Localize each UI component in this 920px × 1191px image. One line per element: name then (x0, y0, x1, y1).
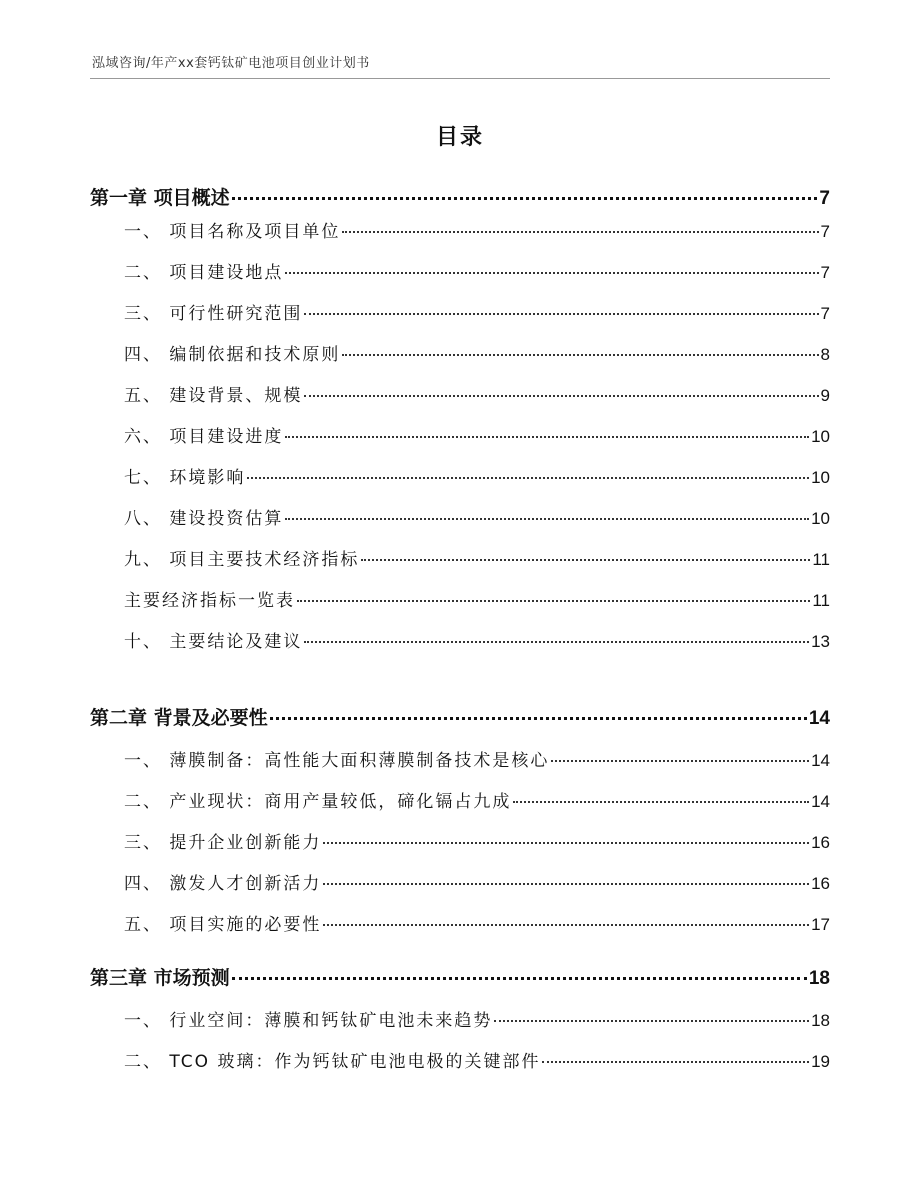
toc-entry-page-number: 7 (820, 304, 830, 323)
toc-entry-page-number: 7 (819, 188, 830, 209)
toc-dot-leader (270, 717, 807, 720)
toc-section-entry[interactable] (90, 217, 830, 242)
toc-entry-page-number: 10 (811, 468, 830, 487)
toc-entry-page-number: 14 (811, 792, 830, 811)
toc-entry-label: 一、 行业空间：薄膜和钙钛矿电池未来趋势 (124, 1011, 493, 1031)
toc-section-entry[interactable] (90, 340, 830, 365)
toc-entry-label: 十、 主要结论及建议 (124, 632, 303, 652)
toc-dot-leader (304, 313, 818, 315)
toc-section-entry[interactable] (90, 1006, 830, 1031)
toc-entry-page-number: 16 (811, 833, 830, 852)
toc-section-entry[interactable] (90, 381, 830, 406)
toc-dot-leader (542, 1061, 809, 1063)
toc-entry-page-number: 11 (812, 591, 830, 610)
toc-entry-label: 三、 可行性研究范围 (124, 304, 303, 324)
toc-dot-leader (297, 600, 810, 602)
toc-section-entry[interactable] (90, 586, 830, 611)
toc-entry-label: 四、 激发人才创新活力 (124, 874, 322, 894)
toc-entry-page-number: 17 (811, 915, 830, 934)
header-divider (90, 78, 830, 79)
toc-entry-page-number: 7 (820, 263, 830, 282)
toc-entry-label: 五、 项目实施的必要性 (124, 915, 322, 935)
toc-entry-label: 二、 项目建设地点 (124, 263, 284, 283)
toc-dot-leader (232, 197, 818, 200)
toc-entry-page-number: 7 (820, 222, 830, 241)
toc-entry-label: 第二章 背景及必要性 (90, 707, 268, 729)
toc-dot-leader (323, 883, 809, 885)
toc-dot-leader (304, 641, 809, 643)
toc-chapter-entry[interactable] (90, 963, 830, 990)
toc-entry-page-number: 18 (811, 1011, 830, 1030)
toc-entry-page-number: 13 (811, 632, 830, 651)
toc-entry-label: 一、 项目名称及项目单位 (124, 222, 341, 242)
toc-section-entry[interactable] (90, 627, 830, 652)
toc-dot-leader (285, 272, 818, 274)
toc-entry-label: 八、 建设投资估算 (124, 509, 284, 529)
toc-dot-leader (513, 801, 809, 803)
toc-section-entry[interactable] (90, 828, 830, 853)
toc-entry-label: 二、 TCO 玻璃：作为钙钛矿电池电极的关键部件 (124, 1052, 541, 1072)
toc-entry-page-number: 11 (812, 550, 830, 569)
toc-entry-label: 七、 环境影响 (124, 468, 246, 488)
toc-section-entry[interactable] (90, 463, 830, 488)
toc-section-entry[interactable] (90, 299, 830, 324)
toc-entry-label: 第三章 市场预测 (90, 967, 230, 989)
toc-section-entry[interactable] (90, 504, 830, 529)
toc-dot-leader (304, 395, 818, 397)
toc-entry-label: 五、 建设背景、规模 (124, 386, 303, 406)
toc-dot-leader (323, 924, 809, 926)
toc-entry-label: 六、 项目建设进度 (124, 427, 284, 447)
toc-entry-label: 二、 产业现状：商用产量较低，碲化镉占九成 (124, 792, 512, 812)
running-header: 泓域咨询/年产xx套钙钛矿电池项目创业计划书 (92, 56, 370, 71)
toc-dot-leader (342, 231, 818, 233)
toc-entry-label: 第一章 项目概述 (90, 187, 230, 209)
toc-title: 目录 (435, 125, 484, 150)
toc-entry-page-number: 18 (808, 968, 830, 989)
toc-section-entry[interactable] (90, 869, 830, 894)
toc-entry-label: 三、 提升企业创新能力 (124, 833, 322, 853)
toc-section-entry[interactable] (90, 258, 830, 283)
toc-chapter-entry[interactable] (90, 183, 830, 210)
toc-dot-leader (342, 354, 818, 356)
toc-chapter-entry[interactable] (90, 703, 830, 730)
toc-section-entry[interactable] (90, 746, 830, 771)
toc-entry-page-number: 10 (811, 509, 830, 528)
toc-entry-page-number: 14 (811, 751, 830, 770)
toc-dot-leader (323, 842, 809, 844)
toc-entry-page-number: 8 (820, 345, 830, 364)
toc-entry-page-number: 19 (811, 1052, 830, 1071)
toc-section-entry[interactable] (90, 545, 830, 570)
toc-entry-page-number: 14 (808, 708, 830, 729)
toc-section-entry[interactable] (90, 1047, 830, 1072)
toc-entry-page-number: 9 (820, 386, 830, 405)
toc-dot-leader (232, 977, 807, 980)
toc-section-entry[interactable] (90, 910, 830, 935)
toc-dot-leader (285, 518, 809, 520)
toc-dot-leader (361, 559, 810, 561)
toc-entry-page-number: 10 (811, 427, 830, 446)
toc-entry-label: 九、 项目主要技术经济指标 (124, 550, 360, 570)
toc-dot-leader (247, 477, 809, 479)
toc-entry-label: 一、 薄膜制备：高性能大面积薄膜制备技术是核心 (124, 751, 550, 771)
toc-section-entry[interactable] (90, 422, 830, 447)
toc-dot-leader (551, 760, 809, 762)
toc-section-entry[interactable] (90, 787, 830, 812)
toc-entry-page-number: 16 (811, 874, 830, 893)
toc-entry-label: 主要经济指标一览表 (124, 591, 295, 611)
toc-dot-leader (494, 1020, 809, 1022)
toc-entry-label: 四、 编制依据和技术原则 (124, 345, 341, 365)
toc-dot-leader (285, 436, 809, 438)
